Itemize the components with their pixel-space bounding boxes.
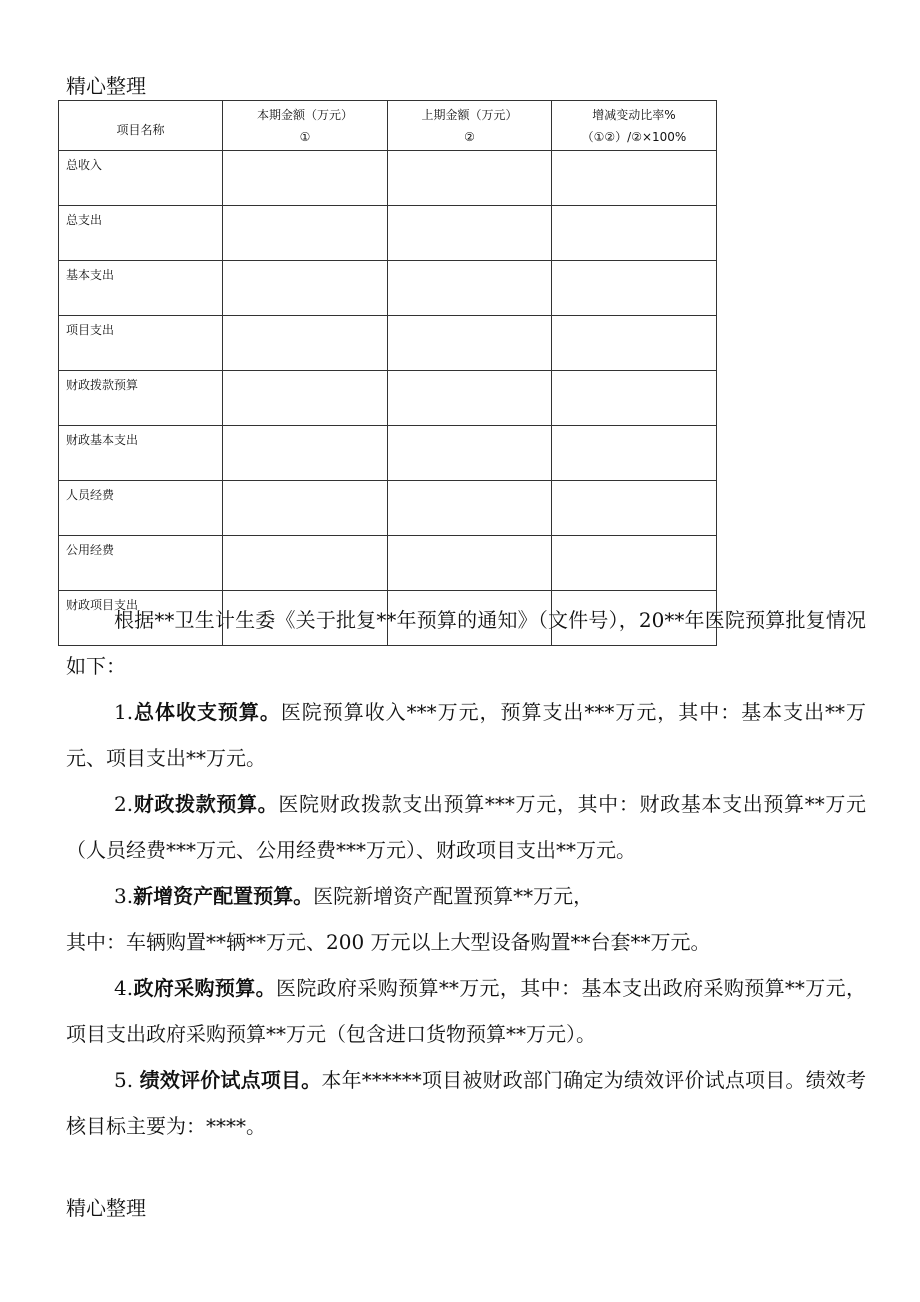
row-label: 人员经费: [59, 481, 223, 536]
cell-previous: [388, 151, 552, 206]
table-row: [59, 261, 717, 316]
cell-change: [552, 536, 717, 591]
row-label: 基本支出: [59, 261, 223, 316]
cell-change: [552, 206, 717, 261]
header-previous-amount: [388, 101, 552, 151]
section-3-body-line2: 其中：车辆购置**辆**万元、200 万元以上大型设备购置**台套**万元。: [66, 930, 711, 954]
table-row: [59, 371, 717, 426]
cell-current: [223, 151, 388, 206]
section-3-title: 新增资产配置预算。: [133, 884, 314, 908]
section-3-body-line1: 医院新增资产配置预算**万元，: [313, 884, 594, 908]
section-5-body: 本年******项目被财政部门确定为绩效评价试点项目。绩效考核目标主要为：****。: [66, 1068, 866, 1138]
section-2-title: 财政拨款预算。: [133, 792, 279, 816]
section-3-paragraph: [66, 873, 866, 965]
cell-change: [552, 371, 717, 426]
page-footer: 精心整理: [66, 1196, 146, 1220]
cell-previous: [388, 426, 552, 481]
section-1-body: 医院预算收入***万元，预算支出***万元，其中：基本支出**万元、项目支出**万元。: [66, 700, 867, 770]
section-1-number: 1.: [114, 700, 134, 724]
document-body: [66, 597, 866, 1149]
table-row: [59, 316, 717, 371]
row-label: 财政拨款预算: [59, 371, 223, 426]
section-2-body: 医院财政拨款支出预算***万元，其中：财政基本支出预算**万元（人员经费***万元、公用经费***万元）、财政项目支出**万元。: [66, 792, 867, 862]
header-previous-marker: ②: [464, 129, 475, 144]
row-label: 项目支出: [59, 316, 223, 371]
budget-table: [58, 100, 717, 646]
header-current-marker: ①: [299, 129, 311, 144]
cell-current: [223, 261, 388, 316]
row-label: 公用经费: [59, 536, 223, 591]
cell-current: [223, 536, 388, 591]
section-4-title: 政府采购预算。: [133, 976, 276, 1000]
page-header: 精心整理: [66, 74, 146, 98]
header-change-label: 增减变动比率%: [592, 107, 676, 122]
table-row: [59, 206, 717, 261]
cell-change: [552, 316, 717, 371]
section-2-number: 2.: [114, 792, 134, 816]
row-label: 总收入: [59, 151, 223, 206]
cell-current: [223, 426, 388, 481]
cell-change: [552, 261, 717, 316]
header-item-name: 项目名称: [59, 101, 223, 151]
cell-current: [223, 206, 388, 261]
section-2-paragraph: [66, 781, 866, 873]
cell-change: [552, 151, 717, 206]
table-row: [59, 481, 717, 536]
section-4-body: 医院政府采购预算**万元，其中：基本支出政府采购预算**万元，项目支出政府采购预算**万元（包含进口货物预算**万元）。: [66, 976, 867, 1046]
cell-previous: [388, 371, 552, 426]
cell-change: [552, 426, 717, 481]
header-current-amount: [223, 101, 388, 151]
header-previous-label: 上期金额（万元）: [421, 107, 518, 122]
row-label: 财政基本支出: [59, 426, 223, 481]
cell-current: [223, 481, 388, 536]
table-row: [59, 536, 717, 591]
header-change-formula: （①②）/②×100%: [581, 129, 687, 144]
cell-current: [223, 371, 388, 426]
header-change-ratio: [552, 101, 717, 151]
header-current-label: 本期金额（万元）: [256, 107, 353, 122]
section-3-number: 3.: [114, 884, 134, 908]
section-4-number: 4.: [114, 976, 134, 1000]
cell-current: [223, 316, 388, 371]
cell-previous: [388, 536, 552, 591]
section-1-paragraph: [66, 689, 866, 781]
table-header-row: [59, 101, 717, 151]
cell-previous: [388, 261, 552, 316]
row-label: 财政项目支出: [59, 591, 223, 646]
section-4-paragraph: [66, 965, 866, 1057]
cell-change: [552, 481, 717, 536]
cell-previous: [388, 481, 552, 536]
section-5-number: 5.: [114, 1068, 140, 1092]
table-row: [59, 151, 717, 206]
section-1-title: 总体收支预算。: [133, 700, 281, 724]
section-5-paragraph: [66, 1057, 866, 1149]
cell-previous: [388, 316, 552, 371]
cell-previous: [388, 206, 552, 261]
section-5-title: 绩效评价试点项目。: [139, 1068, 322, 1092]
row-label: 总支出: [59, 206, 223, 261]
table-row: [59, 426, 717, 481]
intro-paragraph: 根据**卫生计生委《关于批复**年预算的通知》（文件号），20**年医院预算批复情况如下：: [66, 608, 866, 678]
